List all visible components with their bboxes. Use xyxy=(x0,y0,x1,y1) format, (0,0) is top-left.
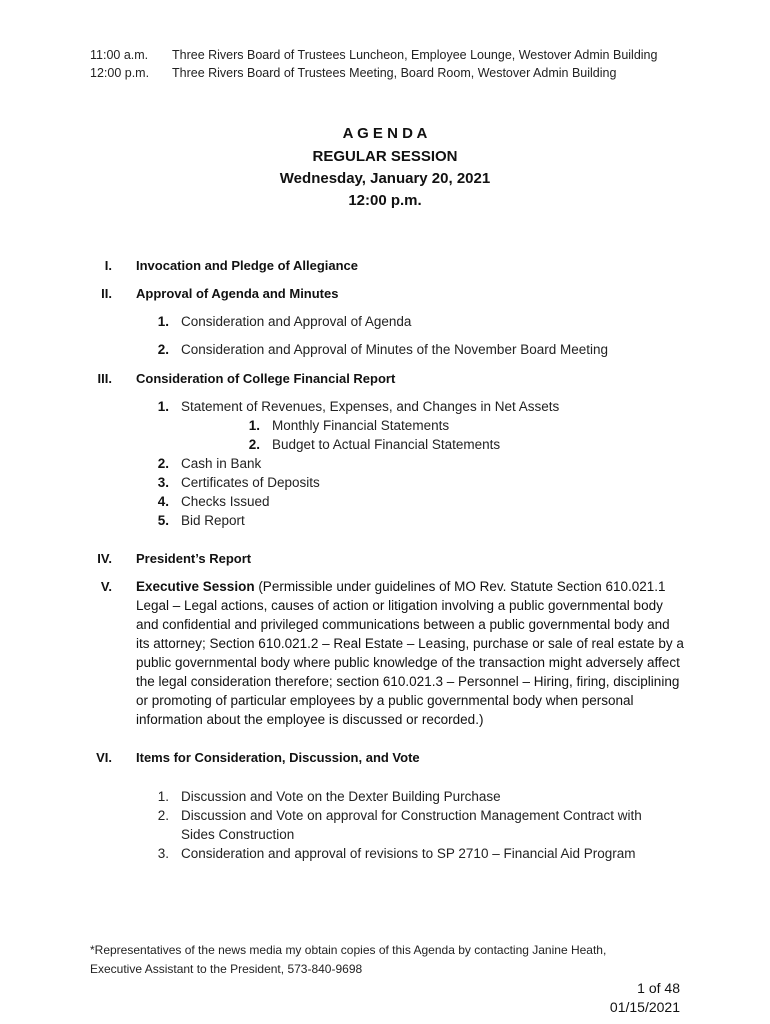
section-heading: President’s Report xyxy=(136,551,252,566)
schedule-row xyxy=(90,66,710,82)
list-number: 3. xyxy=(157,846,169,861)
list-item: Bid Report xyxy=(181,513,245,528)
section-numeral: IV. xyxy=(97,551,112,566)
list-number: 2. xyxy=(157,342,169,357)
executive-session-paragraph xyxy=(136,577,684,729)
session-title: REGULAR SESSION xyxy=(312,148,458,165)
footnote: *Representatives of the news media my obtain copies of this Agenda by contacting Janine Heath, xyxy=(90,943,607,957)
footnote: Executive Assistant to the President, 573-840-9698 xyxy=(90,962,363,976)
list-number: 1. xyxy=(157,314,169,329)
section-heading: Consideration of College Financial Report xyxy=(136,371,396,386)
agenda-title: A G E N D A xyxy=(342,125,428,142)
list-item: Consideration and Approval of Minutes of the November Board Meeting xyxy=(181,342,608,357)
list-number: 2. xyxy=(157,456,169,471)
section-numeral: V. xyxy=(100,579,112,594)
section-heading: Items for Consideration, Discussion, and Vote xyxy=(136,750,420,765)
list-item: Discussion and Vote on the Dexter Building Purchase xyxy=(181,789,501,804)
list-number: 1. xyxy=(157,789,169,804)
list-number: 5. xyxy=(157,513,169,528)
schedule-description: Three Rivers Board of Trustees Meeting, Board Room, Westover Admin Building xyxy=(172,66,617,80)
list-item: Certificates of Deposits xyxy=(181,475,320,490)
list-item: Consideration and approval of revisions to SP 2710 – Financial Aid Program xyxy=(181,846,636,861)
section-numeral: II. xyxy=(101,286,112,301)
page-date: 01/15/2021 xyxy=(609,999,680,1015)
sublist-item: Budget to Actual Financial Statements xyxy=(272,437,501,452)
list-number: 4. xyxy=(157,494,169,509)
schedule-time: 11:00 a.m. xyxy=(90,48,149,62)
section-numeral: VI. xyxy=(96,750,112,765)
list-number: 1. xyxy=(157,399,169,414)
schedule-row xyxy=(90,48,710,64)
list-item: Statement of Revenues, Expenses, and Changes in Net Assets xyxy=(181,399,560,414)
schedule-description: Three Rivers Board of Trustees Luncheon, Employee Lounge, Westover Admin Building xyxy=(172,48,658,62)
sublist-number: 1. xyxy=(248,418,260,433)
section-numeral: III. xyxy=(97,371,112,386)
meeting-time: 12:00 p.m. xyxy=(348,192,422,209)
list-item-continuation: Sides Construction xyxy=(181,827,295,842)
executive-session-text: (Permissible under guidelines of MO Rev. Statute Section 610.021.1 Legal – Legal actions, causes of action or litigation involving a public governmental body and confidential and privileged communications between a public governmental body and its attorney; Section 610.021.2 – Real Estate – Leasing, purchase or sale of real estate by a public governmental body where public knowledge of the transaction might adversely affect the legal consideration therefore; section 610.021.3 – Personnel – Hiring, firing, disciplining or promoting of particular employees by a public governmental body when personal information about the employee is discussed or recorded.) xyxy=(136,579,684,727)
sublist-item: Monthly Financial Statements xyxy=(272,418,450,433)
section-heading: Invocation and Pledge of Allegiance xyxy=(136,258,359,273)
section-heading: Approval of Agenda and Minutes xyxy=(136,286,339,301)
list-item: Consideration and Approval of Agenda xyxy=(181,314,412,329)
list-item: Cash in Bank xyxy=(181,456,262,471)
sublist-number: 2. xyxy=(248,437,260,452)
schedule-time: 12:00 p.m. xyxy=(90,66,150,80)
list-number: 3. xyxy=(157,475,169,490)
page-number: 1 of 48 xyxy=(637,980,680,996)
list-item: Discussion and Vote on approval for Construction Management Contract with xyxy=(181,808,642,823)
list-item: Checks Issued xyxy=(181,494,270,509)
meeting-date: Wednesday, January 20, 2021 xyxy=(279,170,491,187)
list-number: 2. xyxy=(157,808,169,823)
section-numeral: I. xyxy=(104,258,112,273)
section-heading: Executive Session xyxy=(136,579,255,594)
